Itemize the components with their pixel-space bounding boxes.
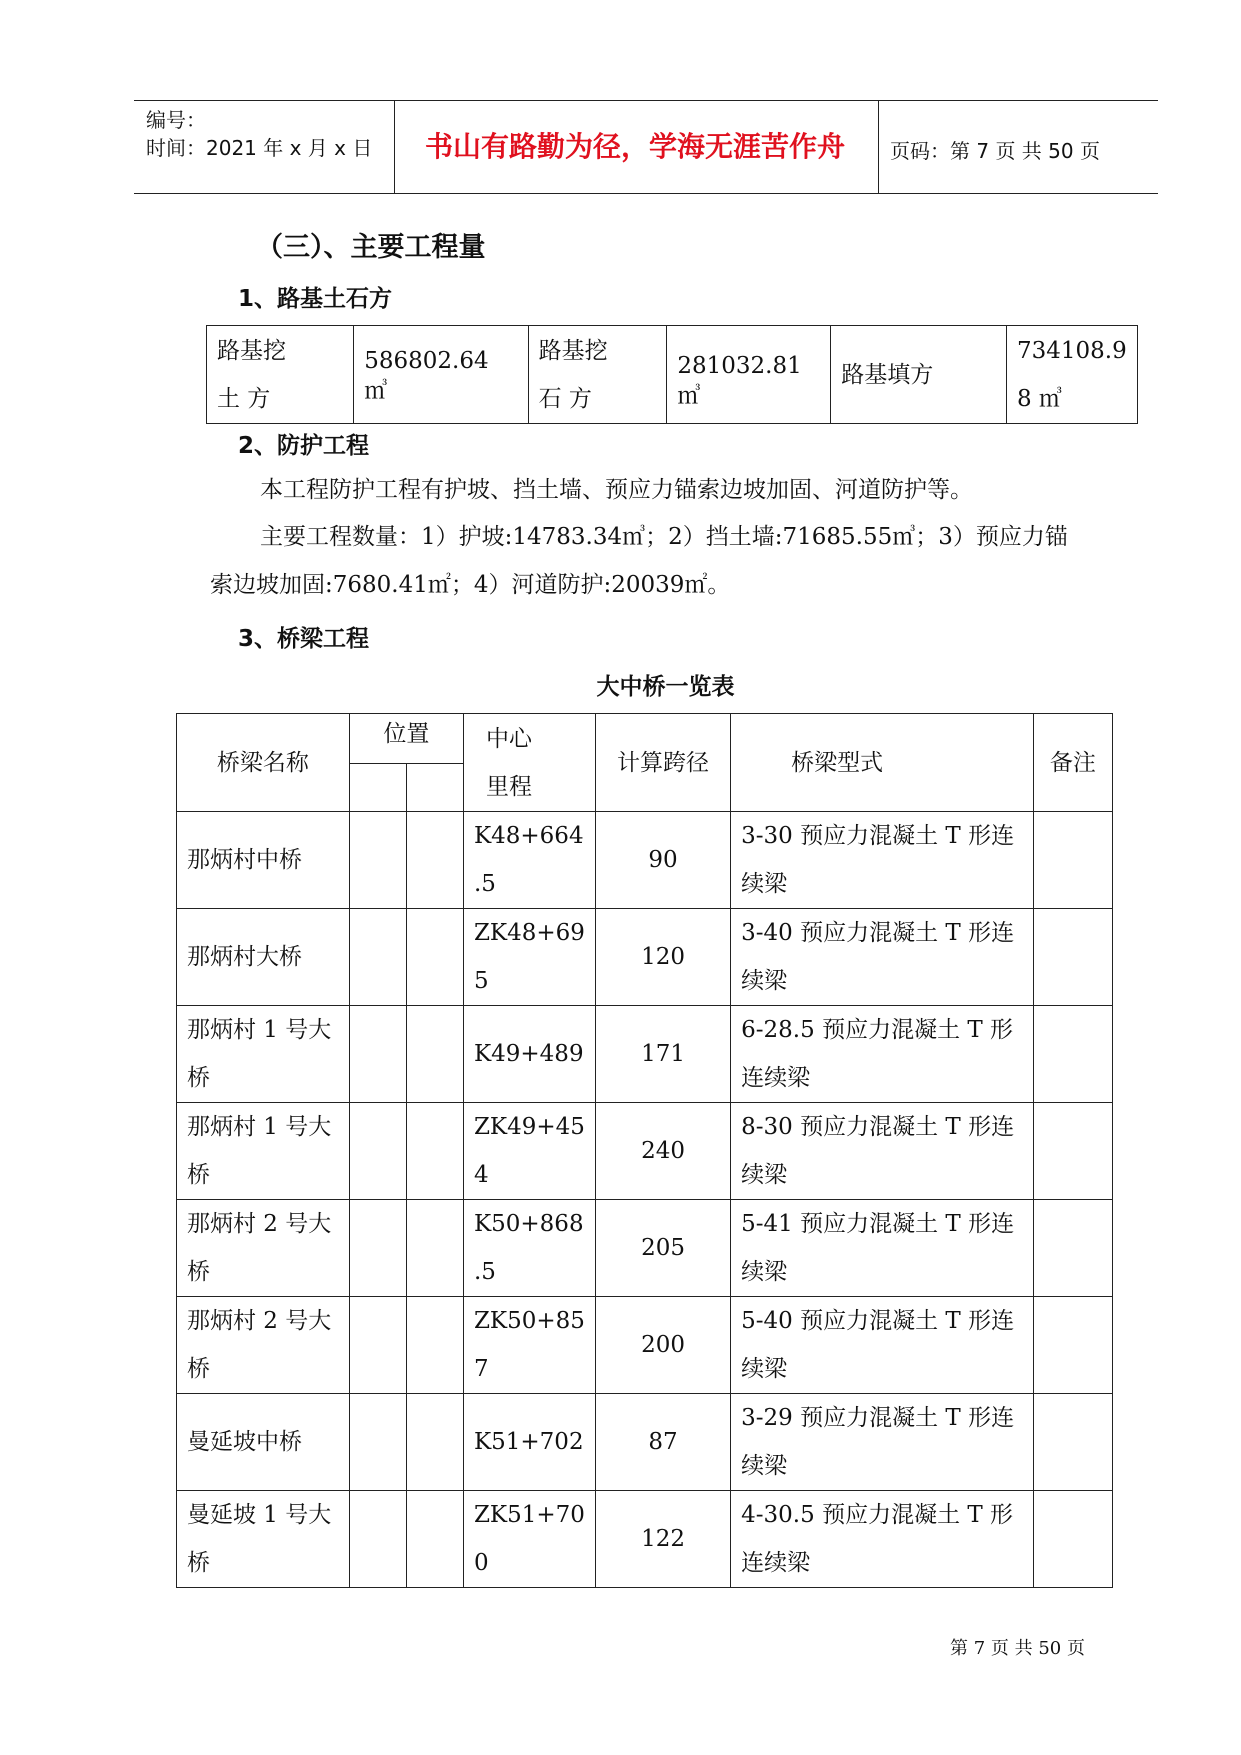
cell-type: 3-30 预应力混凝土 T 形连 续梁 (731, 812, 1034, 909)
cell-type: 3-40 预应力混凝土 T 形连 续梁 (731, 909, 1034, 1006)
cell-empty (349, 1297, 406, 1394)
cell-empty (1033, 1200, 1112, 1297)
table-row (177, 1006, 1113, 1103)
cell-center: ZK49+45 4 (463, 1103, 595, 1200)
header-bridge-name: 桥梁名称 (177, 714, 350, 812)
header-top-rule (134, 100, 1158, 101)
subgrade-table (206, 325, 1138, 424)
protection-paragraph-2-line-2: 索边坡加固:7680.41㎡；4）河道防护:20039㎡。 (210, 572, 731, 598)
cell-empty (1033, 909, 1112, 1006)
bridge-heading: 3、桥梁工程 (238, 626, 370, 652)
cell-center: ZK48+69 5 (463, 909, 595, 1006)
header-bridge-type: 桥梁型式 (731, 714, 1034, 812)
table-row (177, 1297, 1113, 1394)
protection-paragraph-1: 本工程防护工程有护坡、挡土墙、预应力锚索边坡加固、河道防护等。 (260, 477, 973, 503)
cell-span: 205 (595, 1200, 730, 1297)
cell-span: 90 (595, 812, 730, 909)
cell-center: K49+489 (463, 1006, 595, 1103)
subgrade-cell: 281032.81 ㎥ (667, 326, 831, 424)
subgrade-cell: 路基挖 石 方 (528, 326, 667, 424)
cell-empty (1033, 1491, 1112, 1588)
cell-empty (406, 1103, 463, 1200)
section-title: （三）、主要工程量 (256, 232, 486, 263)
bridge-table (176, 713, 1113, 1588)
table-row (177, 812, 1113, 909)
cell-empty (349, 1394, 406, 1491)
cell-name: 那炳村 1 号大 桥 (177, 1103, 350, 1200)
cell-type: 3-29 预应力混凝土 T 形连 续梁 (731, 1394, 1034, 1491)
table-row (177, 1491, 1113, 1588)
cell-name: 那炳村 2 号大 桥 (177, 1200, 350, 1297)
cell-empty (1033, 1297, 1112, 1394)
cell-span: 171 (595, 1006, 730, 1103)
cell-center: K50+868 .5 (463, 1200, 595, 1297)
cell-span: 122 (595, 1491, 730, 1588)
cell-center: K51+702 (463, 1394, 595, 1491)
document-number-label: 编号： (146, 108, 206, 132)
cell-empty (349, 909, 406, 1006)
cell-span: 120 (595, 909, 730, 1006)
cell-type: 8-30 预应力混凝土 T 形连 续梁 (731, 1103, 1034, 1200)
protection-paragraph-2-line-1: 主要工程数量：1）护坡:14783.34㎥；2）挡土墙:71685.55㎥；3）预应力锚 (260, 524, 1068, 550)
cell-name: 曼延坡中桥 (177, 1394, 350, 1491)
protection-heading: 2、防护工程 (238, 433, 370, 459)
header-page-label: 页码：第 7 页 共 50 页 (890, 139, 1100, 163)
cell-empty (1033, 1006, 1112, 1103)
cell-empty (406, 1200, 463, 1297)
cell-empty (1033, 1394, 1112, 1491)
header-motto: 书山有路勤为径，学海无涯苦作舟 (424, 130, 845, 163)
header-divider-right (878, 100, 879, 193)
header-note: 备注 (1033, 714, 1112, 812)
cell-empty (349, 1491, 406, 1588)
cell-name: 那炳村 2 号大 桥 (177, 1297, 350, 1394)
position-subcell (406, 764, 463, 812)
cell-name: 那炳村中桥 (177, 812, 350, 909)
cell-name: 曼延坡 1 号大 桥 (177, 1491, 350, 1588)
document-time-label: 时间：2021 年 x 月 x 日 (146, 136, 373, 160)
cell-empty (406, 1297, 463, 1394)
cell-empty (406, 1491, 463, 1588)
table-row (177, 1394, 1113, 1491)
header-center-mileage: 中心 里程 (463, 714, 595, 812)
cell-type: 6-28.5 预应力混凝土 T 形 连续梁 (731, 1006, 1034, 1103)
cell-empty (1033, 812, 1112, 909)
position-subcell (349, 764, 406, 812)
cell-empty (1033, 1103, 1112, 1200)
subgrade-cell: 734108.9 8 ㎥ (1006, 326, 1137, 424)
subgrade-cell: 路基挖 土 方 (207, 326, 354, 424)
table-row (177, 1200, 1113, 1297)
page-footer: 第 7 页 共 50 页 (950, 1638, 1085, 1659)
table-row (177, 909, 1113, 1006)
cell-center: K48+664 .5 (463, 812, 595, 909)
cell-span: 87 (595, 1394, 730, 1491)
cell-name: 那炳村 1 号大 桥 (177, 1006, 350, 1103)
bridge-table-title: 大中桥一览表 (596, 674, 735, 700)
cell-span: 200 (595, 1297, 730, 1394)
cell-center: ZK50+85 7 (463, 1297, 595, 1394)
cell-empty (349, 1200, 406, 1297)
header-bottom-rule (134, 193, 1158, 194)
header-calc-span: 计算跨径 (595, 714, 730, 812)
cell-empty (349, 812, 406, 909)
cell-empty (406, 1006, 463, 1103)
subgrade-cell: 586802.64 ㎥ (354, 326, 528, 424)
cell-name: 那炳村大桥 (177, 909, 350, 1006)
subgrade-heading: 1、路基土石方 (238, 286, 393, 312)
header-position: 位置 (349, 714, 463, 764)
cell-type: 4-30.5 预应力混凝土 T 形 连续梁 (731, 1491, 1034, 1588)
cell-type: 5-41 预应力混凝土 T 形连 续梁 (731, 1200, 1034, 1297)
cell-empty (349, 1006, 406, 1103)
cell-empty (406, 812, 463, 909)
cell-empty (349, 1103, 406, 1200)
cell-empty (406, 1394, 463, 1491)
subgrade-cell: 路基填方 (831, 326, 1007, 424)
cell-type: 5-40 预应力混凝土 T 形连 续梁 (731, 1297, 1034, 1394)
cell-center: ZK51+70 0 (463, 1491, 595, 1588)
cell-span: 240 (595, 1103, 730, 1200)
table-row (177, 1103, 1113, 1200)
cell-empty (406, 909, 463, 1006)
